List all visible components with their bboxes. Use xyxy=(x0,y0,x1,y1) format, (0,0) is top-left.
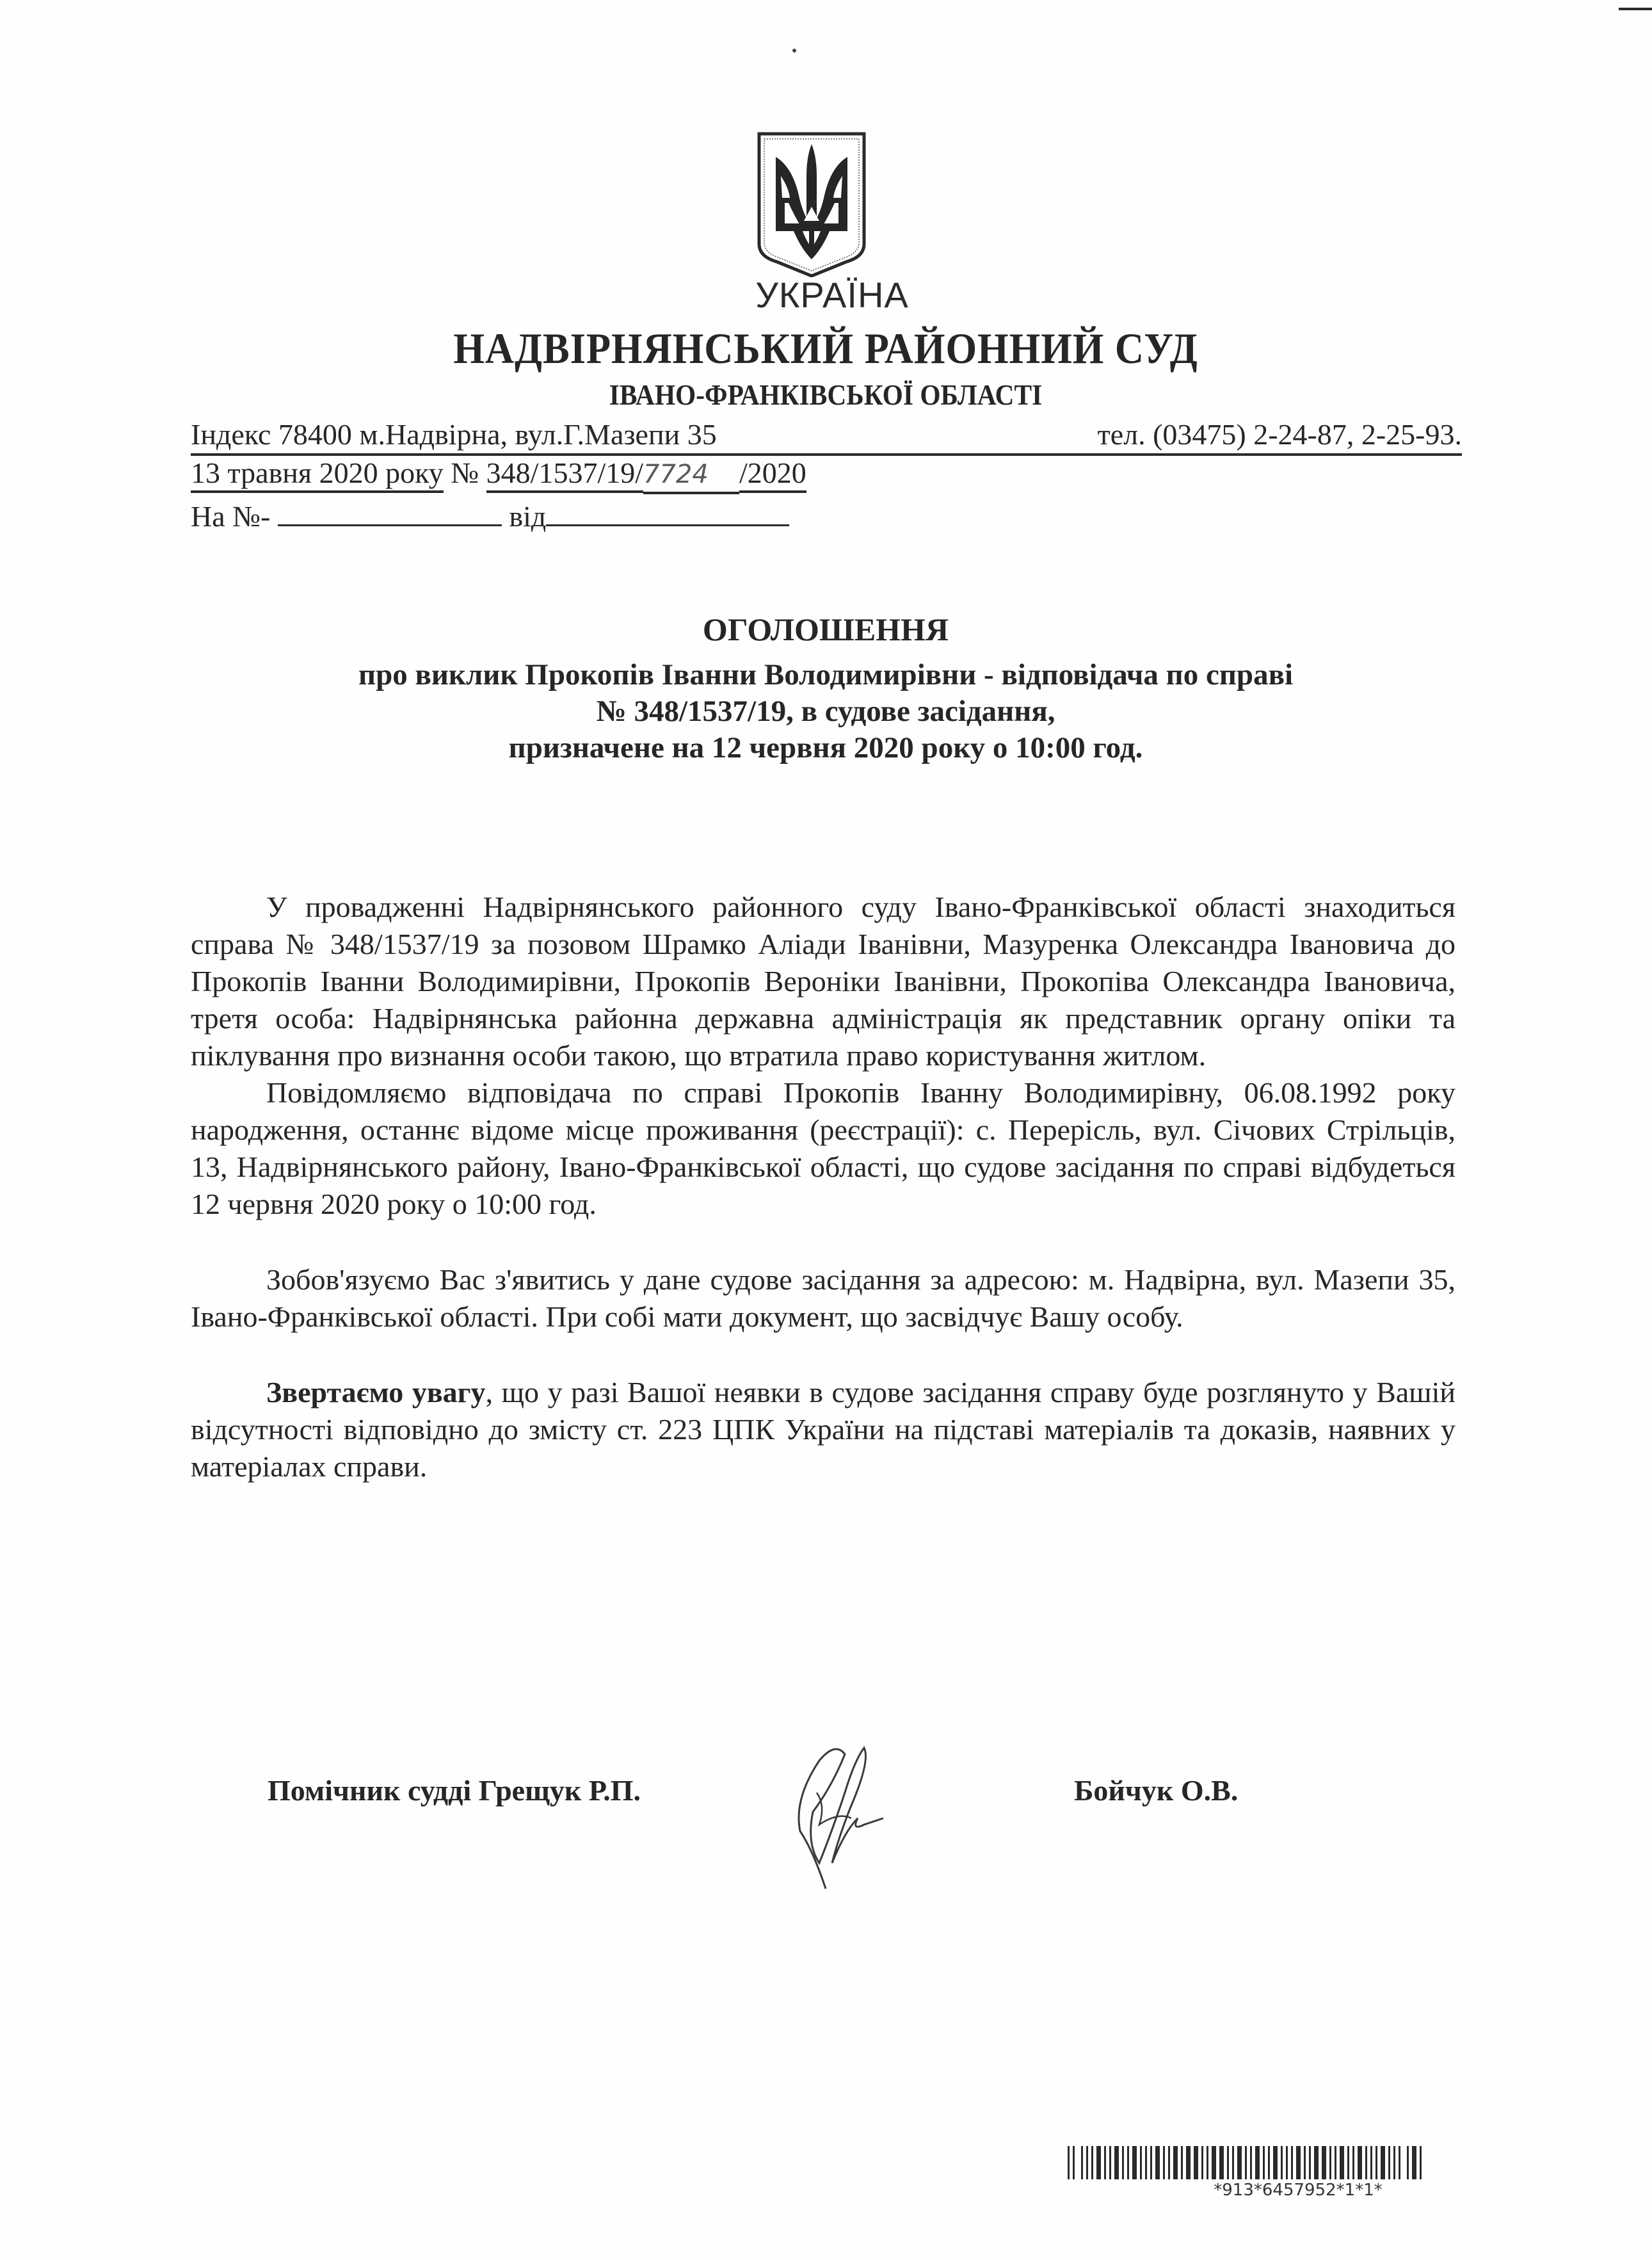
paragraph-notification: Повідомляємо відповідача по справі Прокопів Іванну Володимирівну, 06.08.1992 року народження, останнє відоме місце проживання (реєстрації): с. Перерісль, вул. Січових Стрільців, 13, Надвірнянського району, Івано-Франківської області, що судове засідання по справі відбудеться 12 червня 2020 року о 10:00 год. xyxy=(191,1076,1456,1220)
clerk-name: Бойчук О.В. xyxy=(1074,1774,1239,1807)
title-line-2: № 348/1537/19, в судове засідання, xyxy=(596,695,1055,728)
outgoing-reference xyxy=(191,455,806,492)
title-line-3: призначене на 12 червня 2020 року о 10:00 год. xyxy=(508,731,1143,764)
announcement-body xyxy=(191,889,1456,1485)
assistant-judge-name: Помічник судді Грещук Р.П. xyxy=(268,1774,641,1807)
barcode-icon xyxy=(1068,2146,1528,2179)
announcement-title xyxy=(243,611,1408,766)
reply-number-label: На №- xyxy=(191,500,271,533)
court-name: НАДВІРНЯНСЬКИЙ РАЙОННИЙ СУД xyxy=(453,324,1198,373)
address-line xyxy=(191,416,1462,456)
number-sign: № xyxy=(451,456,479,489)
court-region: ІВАНО-ФРАНКІВСЬКОЇ ОБЛАСТІ xyxy=(609,378,1043,411)
document-barcode xyxy=(1068,2146,1528,2210)
year-suffix: /2020 xyxy=(739,456,806,493)
announcement-heading: ОГОЛОШЕННЯ xyxy=(702,611,949,647)
warning-text: , що у разі Вашої неявки в судове засідання справу буде розглянуто у Вашій відсутності відповідно до змісту ст. 223 ЦПК України на підставі матеріалів та доказів, наявних у матеріалах справи. xyxy=(191,1376,1456,1483)
reply-date-blank xyxy=(546,499,789,526)
letter-date: 13 травня 2020 року xyxy=(191,456,444,493)
country-name: УКРАЇНА xyxy=(755,275,909,315)
scan-dot xyxy=(792,49,796,52)
handwritten-outgoing-number: 7724 xyxy=(643,457,739,494)
handwritten-signature-icon xyxy=(774,1735,896,1895)
reply-from-label: від xyxy=(509,500,547,533)
barcode-number: *913*6457952*1*1* xyxy=(1214,2181,1383,2200)
warning-emphasis: Звертаємо увагу xyxy=(266,1376,486,1408)
court-phone: тел. (03475) 2-24-87, 2-25-93. xyxy=(1097,418,1462,451)
reply-reference xyxy=(191,498,789,535)
trident-emblem-icon xyxy=(757,131,867,277)
scan-corner-mark xyxy=(1619,8,1652,10)
title-line-1: про виклик Прокопів Іванни Володимирівни - відповідача по справі xyxy=(358,658,1294,691)
paragraph-summons: Зобов'язуємо Вас з'явитись у дане судове засідання за адресою: м. Надвірна, вул. Мазепи 35, Івано-Франківської області. При собі мати документ, що засвідчує Вашу особу. xyxy=(191,1263,1456,1333)
reply-number-blank xyxy=(278,499,502,526)
case-prefix: 348/1537/19/ xyxy=(486,456,643,493)
court-address: Індекс 78400 м.Надвірна, вул.Г.Мазепи 35 xyxy=(191,418,717,451)
signature-block xyxy=(0,1754,1652,1882)
paragraph-warning xyxy=(191,1374,1456,1485)
paragraph-proceedings: У провадженні Надвірнянського районного суду Івано-Франківської області знаходиться справа № 348/1537/19 за позовом Шрамко Аліади Іванівни, Мазуренка Олександра Івановича до Прокопів Іванни Володимирівни, Прокопів Вероніки Іванівни, Прокопіва Олександра Івановича, третя особа: Надвірнянська районна державна адміністрація як представник органу опіки та піклування про визнання особи такою, що втратила право користування житлом. xyxy=(191,891,1456,1072)
